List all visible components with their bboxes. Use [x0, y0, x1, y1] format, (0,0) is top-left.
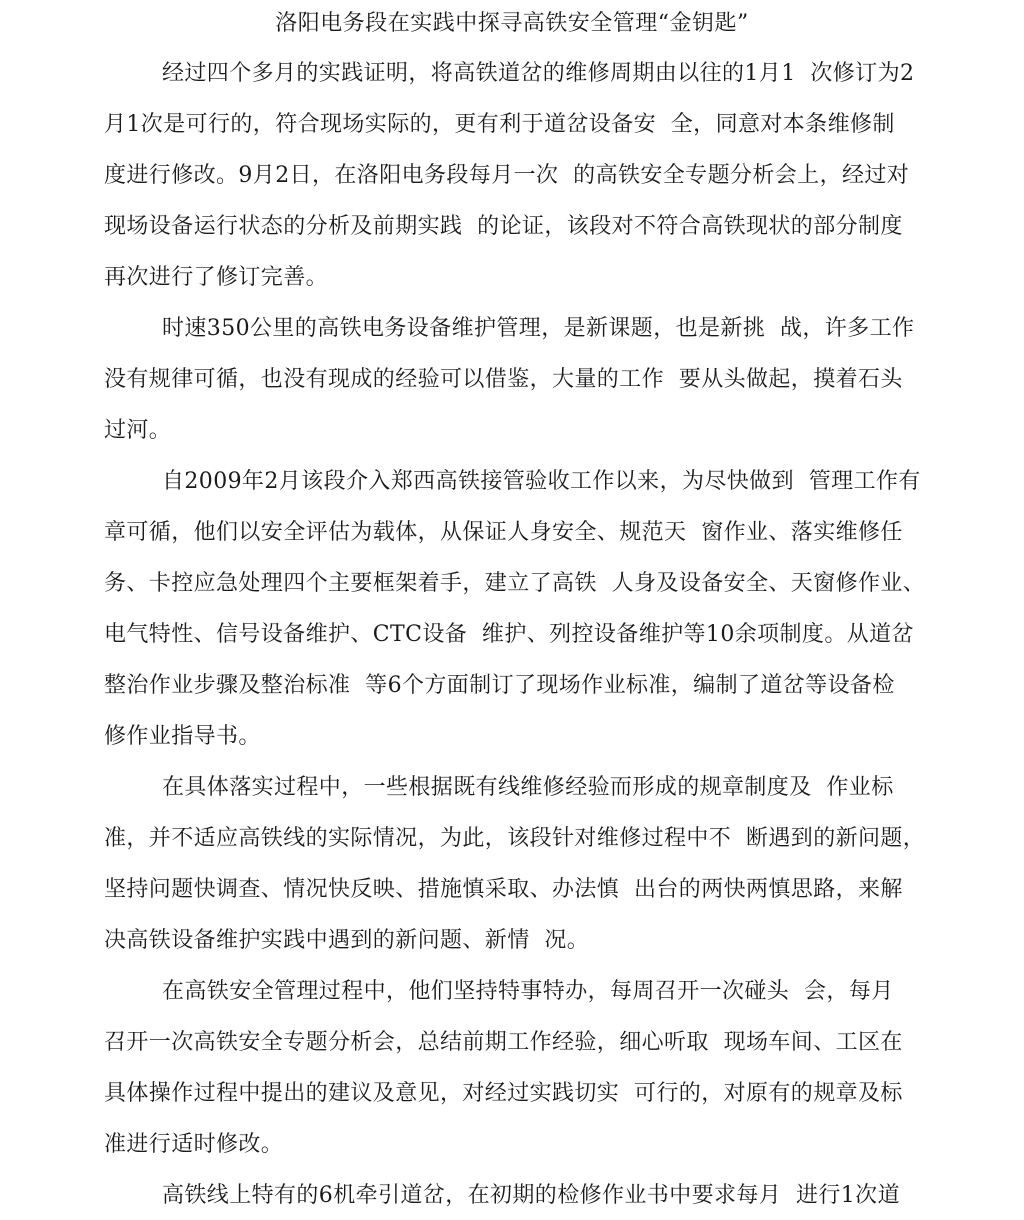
document-title: 洛阳电务段在实践中探寻高铁安全管理“金钥匙” [275, 11, 749, 36]
text-line: 在高铁安全管理过程中，他们坚持特事特办，每周召开一次碰头 会，每月 [162, 979, 894, 1004]
text-line: 时速350公里的高铁电务设备维护管理，是新课题，也是新挑 战，许多工作 [162, 316, 915, 341]
text-line: 在具体落实过程中，一些根据既有线维修经验而形成的规章制度及 作业标 [162, 775, 894, 800]
text-line: 召开一次高铁安全专题分析会，总结前期工作经验，细心听取 现场车间、工区在 [104, 1030, 903, 1055]
text-line: 准，并不适应高铁线的实际情况，为此，该段针对维修过程中不 断遇到的新问题， [104, 826, 926, 851]
text-line: 没有规律可循，也没有现成的经验可以借鉴，大量的工作 要从头做起，摸着石头 [104, 367, 903, 392]
text-line: 自2009年2月该段介入郑西高铁接管验收工作以来，为尽快做到 管理工作有 [162, 469, 921, 494]
text-line: 务、卡控应急处理四个主要框架着手，建立了高铁 人身及设备安全、天窗修作业、 [104, 571, 926, 596]
text-line: 电气特性、信号设备维护、CTC设备 维护、列控设备维护等10余项制度。从道岔 [104, 622, 914, 647]
text-line: 过河。 [104, 418, 172, 443]
text-line: 现场设备运行状态的分析及前期实践 的论证，该段对不符合高铁现状的部分制度 [104, 214, 903, 239]
text-line: 度进行修改。9月2日，在洛阳电务段每月一次 的高铁安全专题分析会上，经过对 [104, 163, 910, 188]
text-line: 章可循，他们以安全评估为载体，从保证人身安全、规范天 窗作业、落实维修任 [104, 520, 903, 545]
text-line: 坚持问题快调查、情况快反映、措施慎采取、办法慎 出台的两快两慎思路，来解 [104, 877, 903, 902]
text-line: 决高铁设备维护实践中遇到的新问题、新情 况。 [104, 928, 590, 953]
text-line: 修作业指导书。 [104, 724, 261, 749]
text-line: 具体操作过程中提出的建议及意见，对经过实践切实 可行的，对原有的规章及标 [104, 1081, 903, 1106]
text-line: 月1次是可行的，符合现场实际的，更有利于道岔设备安 全，同意对本条维修制 [104, 112, 895, 137]
text-line: 再次进行了修订完善。 [104, 265, 329, 290]
text-line: 高铁线上特有的6机牵引道岔，在初期的检修作业书中要求每月 进行1次道 [162, 1183, 900, 1208]
text-line: 准进行适时修改。 [104, 1132, 284, 1157]
text-line: 经过四个多月的实践证明，将高铁道岔的维修周期由以往的1月1 次修订为2 [162, 61, 915, 86]
text-line: 整治作业步骤及整治标准 等6个方面制订了现场作业标准，编制了道岔等设备检 [104, 673, 895, 698]
